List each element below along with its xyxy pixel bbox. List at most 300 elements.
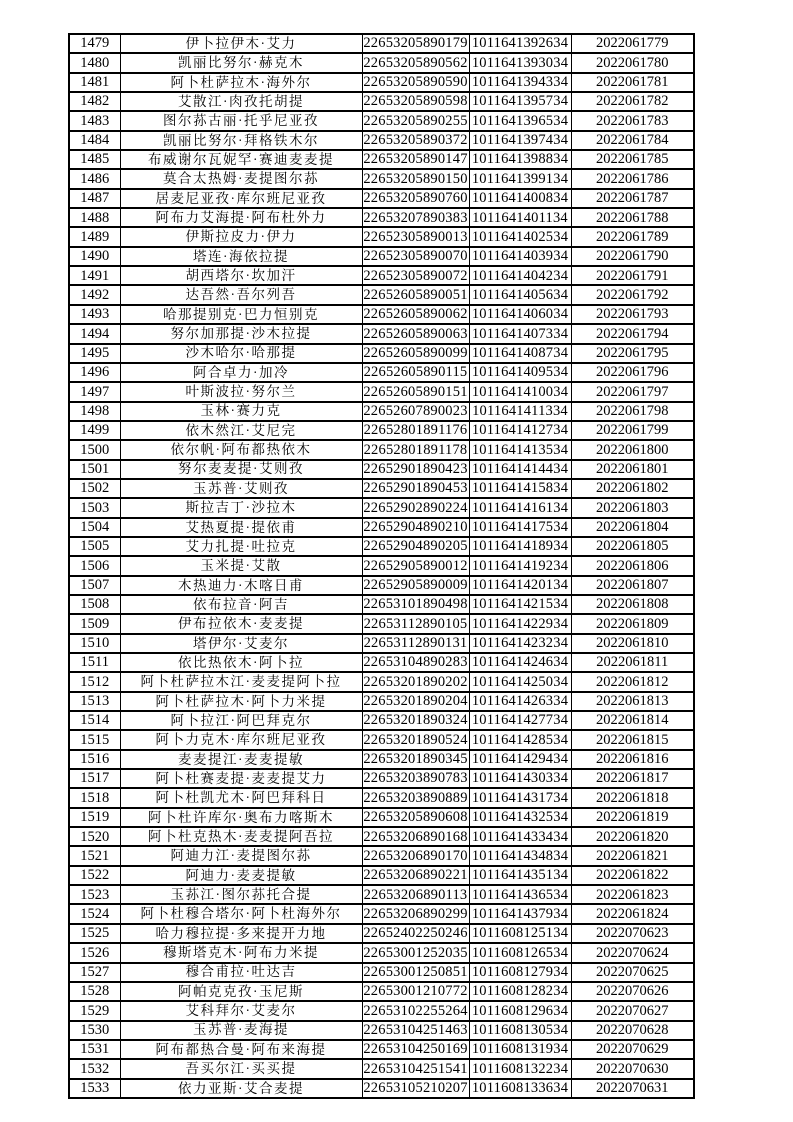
sequence-cell: 1507 xyxy=(69,576,120,595)
id-number-b-cell: 1011608131934 xyxy=(469,1040,571,1059)
id-number-a-cell: 22652605890063 xyxy=(363,325,468,342)
id-number-b-cell: 1011608129634 xyxy=(469,1001,571,1020)
table-row xyxy=(69,421,694,440)
id-number-b-cell: 1011641435134 xyxy=(469,866,571,885)
id-number-a-cell: 22652607890023 xyxy=(363,402,468,419)
sequence-cell: 1499 xyxy=(69,421,120,440)
code-cell: 2022061787 xyxy=(571,189,694,208)
code-cell: 2022061807 xyxy=(571,576,694,595)
code-cell: 2022061803 xyxy=(571,498,694,517)
id-number-a-cell: 22653104251463 xyxy=(363,1021,468,1038)
code-cell: 2022061816 xyxy=(571,750,694,769)
code-cell: 2022061780 xyxy=(571,53,694,72)
id-number-a-cell: 22652801891178 xyxy=(363,441,468,458)
sequence-cell: 1522 xyxy=(69,866,120,885)
id-number-b-cell: 1011608127934 xyxy=(469,963,571,982)
code-cell: 2022070627 xyxy=(571,1001,694,1020)
table-row xyxy=(69,576,694,595)
code-cell: 2022070631 xyxy=(571,1079,694,1098)
id-number-a-cell: 22653104250169 xyxy=(363,1041,468,1058)
code-cell: 2022061797 xyxy=(571,382,694,401)
code-cell: 2022061784 xyxy=(571,131,694,150)
id-number-b-cell: 1011641402534 xyxy=(469,227,571,246)
code-cell: 2022061818 xyxy=(571,788,694,807)
person-name-cell: 阿迪力·麦麦提敏 xyxy=(120,866,362,885)
code-cell: 2022061811 xyxy=(571,653,694,672)
person-name-cell: 吾买尔江·买买提 xyxy=(120,1059,362,1078)
id-number-a-cell: 22653205890598 xyxy=(363,93,468,110)
id-number-b-cell: 1011641393034 xyxy=(469,53,571,72)
person-name-cell: 伊斯拉皮力·伊力 xyxy=(120,227,362,246)
person-name-cell: 哈力穆拉提·多来提开力地 xyxy=(120,924,362,943)
person-name-cell: 努尔麦麦提·艾则孜 xyxy=(120,460,362,479)
sequence-cell: 1520 xyxy=(69,827,120,846)
id-number-a-cell: 22653205890179 xyxy=(363,35,468,52)
id-number-a-cell: 22652905890009 xyxy=(363,577,468,594)
id-number-a-cell: 22653112890131 xyxy=(363,635,468,652)
table-row xyxy=(69,692,694,711)
sequence-cell: 1493 xyxy=(69,305,120,324)
sequence-cell: 1504 xyxy=(69,518,120,537)
person-name-cell: 玉荪江·图尔荪托合提 xyxy=(120,885,362,904)
code-cell: 2022061821 xyxy=(571,846,694,865)
sequence-cell: 1518 xyxy=(69,788,120,807)
id-number-b-cell: 1011641417534 xyxy=(469,518,571,537)
table-row xyxy=(69,924,694,943)
id-number-a-cell: 22652305890013 xyxy=(363,228,468,245)
table-row xyxy=(69,556,694,575)
id-number-a-cell: 22653206890299 xyxy=(363,905,468,922)
code-cell: 2022061782 xyxy=(571,92,694,111)
id-number-b-cell: 1011608126534 xyxy=(469,943,571,962)
table-row xyxy=(69,498,694,517)
table-row xyxy=(69,189,694,208)
sequence-cell: 1530 xyxy=(69,1021,120,1040)
sequence-cell: 1500 xyxy=(69,440,120,459)
person-name-cell: 依木然江·艾尼完 xyxy=(120,421,362,440)
sequence-cell: 1512 xyxy=(69,672,120,691)
id-number-a-cell: 22653201890202 xyxy=(363,673,468,690)
id-number-a-cell: 22653201890204 xyxy=(363,693,468,710)
table-row xyxy=(69,1021,694,1040)
id-number-b-cell: 1011641434834 xyxy=(469,846,571,865)
person-name-cell: 艾散江·肉孜托胡提 xyxy=(120,92,362,111)
sequence-cell: 1526 xyxy=(69,943,120,962)
id-number-b-cell: 1011641399134 xyxy=(469,169,571,188)
person-name-cell: 阿合卓力·加冷 xyxy=(120,363,362,382)
id-number-a-cell: 22653206890168 xyxy=(363,828,468,845)
id-number-a-cell: 22652605890099 xyxy=(363,344,468,361)
person-name-cell: 阿卜杜赛麦提·麦麦提艾力 xyxy=(120,769,362,788)
table-row xyxy=(69,1001,694,1020)
code-cell: 2022061800 xyxy=(571,440,694,459)
table-row xyxy=(69,324,694,343)
id-number-b-cell: 1011641407334 xyxy=(469,324,571,343)
id-number-a-cell: 22652605890115 xyxy=(363,364,468,381)
sequence-cell: 1497 xyxy=(69,382,120,401)
id-number-a-cell: 22652901890453 xyxy=(363,480,468,497)
id-number-a-cell: 22653203890889 xyxy=(363,789,468,806)
code-cell: 2022061805 xyxy=(571,537,694,556)
code-cell: 2022061792 xyxy=(571,285,694,304)
id-number-b-cell: 1011641418934 xyxy=(469,537,571,556)
table-row xyxy=(69,788,694,807)
person-name-cell: 艾力扎提·吐拉克 xyxy=(120,537,362,556)
person-name-cell: 斯拉吉丁·沙拉木 xyxy=(120,498,362,517)
table-row xyxy=(69,227,694,246)
id-number-b-cell: 1011641432534 xyxy=(469,808,571,827)
id-number-b-cell: 1011641397434 xyxy=(469,131,571,150)
table-row xyxy=(69,672,694,691)
id-number-a-cell: 22653105210207 xyxy=(363,1080,468,1097)
id-number-b-cell: 1011641437934 xyxy=(469,904,571,923)
sequence-cell: 1483 xyxy=(69,111,120,130)
table-row xyxy=(69,904,694,923)
id-number-b-cell: 1011641414434 xyxy=(469,460,571,479)
id-number-b-cell: 1011608125134 xyxy=(469,924,571,943)
code-cell: 2022061802 xyxy=(571,479,694,498)
table-row xyxy=(69,730,694,749)
code-cell: 2022061798 xyxy=(571,402,694,421)
sequence-cell: 1485 xyxy=(69,150,120,169)
table-row xyxy=(69,808,694,827)
table-row xyxy=(69,518,694,537)
id-number-a-cell: 22652904890210 xyxy=(363,519,468,536)
sequence-cell: 1488 xyxy=(69,208,120,227)
code-cell: 2022061822 xyxy=(571,866,694,885)
id-number-b-cell: 1011608128234 xyxy=(469,982,571,1001)
id-number-a-cell: 22653102255264 xyxy=(363,1002,468,1019)
id-number-b-cell: 1011641395734 xyxy=(469,92,571,111)
person-name-cell: 凯丽比努尔·拜格铁木尔 xyxy=(120,131,362,150)
code-cell: 2022061794 xyxy=(571,324,694,343)
id-number-b-cell: 1011641425034 xyxy=(469,672,571,691)
table-row xyxy=(69,885,694,904)
table-row xyxy=(69,266,694,285)
sequence-cell: 1515 xyxy=(69,730,120,749)
sequence-cell: 1482 xyxy=(69,92,120,111)
code-cell: 2022061799 xyxy=(571,421,694,440)
code-cell: 2022061793 xyxy=(571,305,694,324)
person-name-cell: 依尔帆·阿布都热依木 xyxy=(120,440,362,459)
id-number-b-cell: 1011608130534 xyxy=(469,1021,571,1040)
id-number-a-cell: 22653207890383 xyxy=(363,209,468,226)
id-number-a-cell: 22653001250851 xyxy=(363,963,468,980)
id-number-b-cell: 1011641413534 xyxy=(469,440,571,459)
sequence-cell: 1503 xyxy=(69,498,120,517)
code-cell: 2022070630 xyxy=(571,1059,694,1078)
table-row xyxy=(69,711,694,730)
sequence-cell: 1528 xyxy=(69,982,120,1001)
table-row xyxy=(69,653,694,672)
code-cell: 2022061824 xyxy=(571,904,694,923)
id-number-a-cell: 22653205890255 xyxy=(363,112,468,129)
person-name-cell: 塔连·海依拉提 xyxy=(120,247,362,266)
person-name-cell: 阿卜杜萨拉木江·麦麦提阿卜拉 xyxy=(120,672,362,691)
id-number-b-cell: 1011641409534 xyxy=(469,363,571,382)
sequence-cell: 1533 xyxy=(69,1079,120,1098)
person-name-cell: 达吾然·吾尔列吾 xyxy=(120,285,362,304)
id-number-a-cell: 22653101890498 xyxy=(363,596,468,613)
person-name-cell: 阿卜杜克热木·麦麦提阿吾拉 xyxy=(120,827,362,846)
code-cell: 2022061789 xyxy=(571,227,694,246)
id-number-a-cell: 22653201890324 xyxy=(363,712,468,729)
id-number-a-cell: 22653104890283 xyxy=(363,654,468,671)
person-name-cell: 阿布都热合曼·阿布来海提 xyxy=(120,1040,362,1059)
code-cell: 2022061788 xyxy=(571,208,694,227)
table-row xyxy=(69,827,694,846)
id-number-b-cell: 1011608132234 xyxy=(469,1059,571,1078)
person-name-cell: 胡西塔尔·坎加汗 xyxy=(120,266,362,285)
sequence-cell: 1514 xyxy=(69,711,120,730)
id-number-b-cell: 1011641420134 xyxy=(469,576,571,595)
table-row xyxy=(69,285,694,304)
sequence-cell: 1508 xyxy=(69,595,120,614)
table-row xyxy=(69,595,694,614)
person-name-cell: 阿卜杜穆合塔尔·阿卜杜海外尔 xyxy=(120,904,362,923)
id-number-b-cell: 1011641424634 xyxy=(469,653,571,672)
person-name-cell: 穆斯塔克木·阿布力米提 xyxy=(120,943,362,962)
sequence-cell: 1521 xyxy=(69,846,120,865)
person-name-cell: 凯丽比努尔·赫克木 xyxy=(120,53,362,72)
person-name-cell: 玉米提·艾散 xyxy=(120,556,362,575)
id-number-b-cell: 1011641396534 xyxy=(469,111,571,130)
sequence-cell: 1505 xyxy=(69,537,120,556)
sequence-cell: 1487 xyxy=(69,189,120,208)
person-name-cell: 阿卜杜许库尔·奥布力喀斯木 xyxy=(120,808,362,827)
sequence-cell: 1481 xyxy=(69,73,120,92)
sequence-cell: 1513 xyxy=(69,692,120,711)
sequence-cell: 1532 xyxy=(69,1059,120,1078)
person-name-cell: 塔伊尔·艾麦尔 xyxy=(120,634,362,653)
sequence-cell: 1495 xyxy=(69,344,120,363)
person-name-cell: 玉林·赛力克 xyxy=(120,402,362,421)
person-name-cell: 阿卜杜凯尤木·阿巴拜科日 xyxy=(120,788,362,807)
sequence-cell: 1490 xyxy=(69,247,120,266)
person-name-cell: 布威谢尔瓦妮罕·赛迪麦麦提 xyxy=(120,150,362,169)
table-row xyxy=(69,402,694,421)
code-cell: 2022061808 xyxy=(571,595,694,614)
id-number-b-cell: 1011641403934 xyxy=(469,247,571,266)
id-number-b-cell: 1011641398834 xyxy=(469,150,571,169)
code-cell: 2022061783 xyxy=(571,111,694,130)
code-cell: 2022061801 xyxy=(571,460,694,479)
id-number-b-cell: 1011641436534 xyxy=(469,885,571,904)
sequence-cell: 1511 xyxy=(69,653,120,672)
person-name-cell: 阿卜力克木·库尔班尼亚孜 xyxy=(120,730,362,749)
id-number-a-cell: 22652605890051 xyxy=(363,286,468,303)
id-number-b-cell: 1011641405634 xyxy=(469,285,571,304)
id-number-a-cell: 22652305890070 xyxy=(363,248,468,265)
person-name-cell: 阿布力艾海提·阿布杜外力 xyxy=(120,208,362,227)
table-row xyxy=(69,614,694,633)
table-row xyxy=(69,344,694,363)
person-name-cell: 叶斯波拉·努尔兰 xyxy=(120,382,362,401)
person-name-cell: 玉苏普·艾则孜 xyxy=(120,479,362,498)
table-row xyxy=(69,111,694,130)
code-cell: 2022061806 xyxy=(571,556,694,575)
sequence-cell: 1484 xyxy=(69,131,120,150)
sequence-cell: 1492 xyxy=(69,285,120,304)
sequence-cell: 1516 xyxy=(69,750,120,769)
table-row xyxy=(69,866,694,885)
person-name-cell: 木热迪力·木喀日甫 xyxy=(120,576,362,595)
id-number-a-cell: 22653001210772 xyxy=(363,983,468,1000)
id-number-a-cell: 22652605890151 xyxy=(363,383,468,400)
id-number-a-cell: 22653206890113 xyxy=(363,886,468,903)
sequence-cell: 1480 xyxy=(69,53,120,72)
sequence-cell: 1529 xyxy=(69,1001,120,1020)
code-cell: 2022061791 xyxy=(571,266,694,285)
sequence-cell: 1527 xyxy=(69,963,120,982)
person-name-cell: 伊布拉依木·麦麦提 xyxy=(120,614,362,633)
table-row xyxy=(69,150,694,169)
id-number-a-cell: 22653205890608 xyxy=(363,809,468,826)
sequence-cell: 1519 xyxy=(69,808,120,827)
id-number-a-cell: 22653205890562 xyxy=(363,54,468,71)
id-number-b-cell: 1011641423234 xyxy=(469,634,571,653)
id-number-a-cell: 22653206890221 xyxy=(363,867,468,884)
code-cell: 2022061812 xyxy=(571,672,694,691)
code-cell: 2022061813 xyxy=(571,692,694,711)
id-number-b-cell: 1011641430334 xyxy=(469,769,571,788)
id-number-b-cell: 1011641429434 xyxy=(469,750,571,769)
table-row xyxy=(69,363,694,382)
id-number-a-cell: 22653112890105 xyxy=(363,615,468,632)
id-number-a-cell: 22653205890590 xyxy=(363,74,468,91)
table-row xyxy=(69,208,694,227)
id-number-b-cell: 1011641416134 xyxy=(469,498,571,517)
table-row xyxy=(69,769,694,788)
id-number-a-cell: 22652402250246 xyxy=(363,925,468,942)
code-cell: 2022061817 xyxy=(571,769,694,788)
sequence-cell: 1479 xyxy=(69,34,120,53)
person-name-cell: 依比热依木·阿卜拉 xyxy=(120,653,362,672)
id-number-b-cell: 1011641426334 xyxy=(469,692,571,711)
records-table-body xyxy=(69,34,694,1098)
code-cell: 2022061790 xyxy=(571,247,694,266)
sequence-cell: 1496 xyxy=(69,363,120,382)
table-row xyxy=(69,247,694,266)
table-row xyxy=(69,305,694,324)
person-name-cell: 莫合太热姆·麦提图尔荪 xyxy=(120,169,362,188)
code-cell: 2022061785 xyxy=(571,150,694,169)
id-number-b-cell: 1011641428534 xyxy=(469,730,571,749)
code-cell: 2022061814 xyxy=(571,711,694,730)
id-number-b-cell: 1011608133634 xyxy=(469,1079,571,1098)
person-name-cell: 沙木哈尔·哈那提 xyxy=(120,344,362,363)
person-name-cell: 阿卜杜萨拉木·海外尔 xyxy=(120,73,362,92)
id-number-b-cell: 1011641404234 xyxy=(469,266,571,285)
table-row xyxy=(69,846,694,865)
table-row xyxy=(69,1040,694,1059)
id-number-a-cell: 22653205890150 xyxy=(363,170,468,187)
table-row xyxy=(69,460,694,479)
sequence-cell: 1517 xyxy=(69,769,120,788)
sequence-cell: 1502 xyxy=(69,479,120,498)
sequence-cell: 1523 xyxy=(69,885,120,904)
id-number-a-cell: 22652902890224 xyxy=(363,499,468,516)
person-name-cell: 伊卜拉伊木·艾力 xyxy=(120,34,362,53)
id-number-b-cell: 1011641427734 xyxy=(469,711,571,730)
table-row xyxy=(69,92,694,111)
table-row xyxy=(69,634,694,653)
id-number-a-cell: 22652904890205 xyxy=(363,538,468,555)
table-row xyxy=(69,943,694,962)
id-number-b-cell: 1011641419234 xyxy=(469,556,571,575)
table-row xyxy=(69,34,694,53)
sequence-cell: 1486 xyxy=(69,169,120,188)
id-number-b-cell: 1011641392634 xyxy=(469,34,571,53)
records-table xyxy=(68,33,695,1099)
sequence-cell: 1491 xyxy=(69,266,120,285)
code-cell: 2022070628 xyxy=(571,1021,694,1040)
person-name-cell: 阿帕克克孜·玉尼斯 xyxy=(120,982,362,1001)
sequence-cell: 1498 xyxy=(69,402,120,421)
id-number-b-cell: 1011641400834 xyxy=(469,189,571,208)
code-cell: 2022070623 xyxy=(571,924,694,943)
person-name-cell: 穆合甫拉·吐达吉 xyxy=(120,963,362,982)
sequence-cell: 1501 xyxy=(69,460,120,479)
person-name-cell: 阿卜拉江·阿巴拜克尔 xyxy=(120,711,362,730)
id-number-a-cell: 22653203890783 xyxy=(363,770,468,787)
table-row xyxy=(69,963,694,982)
code-cell: 2022070629 xyxy=(571,1040,694,1059)
table-row xyxy=(69,169,694,188)
code-cell: 2022061779 xyxy=(571,34,694,53)
table-row xyxy=(69,982,694,1001)
table-row xyxy=(69,73,694,92)
sequence-cell: 1489 xyxy=(69,227,120,246)
person-name-cell: 艾热夏提·提依甫 xyxy=(120,518,362,537)
person-name-cell: 依力亚斯·艾合麦提 xyxy=(120,1079,362,1098)
id-number-b-cell: 1011641411334 xyxy=(469,402,571,421)
id-number-b-cell: 1011641433434 xyxy=(469,827,571,846)
sequence-cell: 1531 xyxy=(69,1040,120,1059)
table-row xyxy=(69,1059,694,1078)
id-number-a-cell: 22652305890072 xyxy=(363,267,468,284)
id-number-a-cell: 22652801891176 xyxy=(363,422,468,439)
code-cell: 2022061781 xyxy=(571,73,694,92)
sequence-cell: 1524 xyxy=(69,904,120,923)
id-number-a-cell: 22653205890760 xyxy=(363,190,468,207)
id-number-a-cell: 22653206890170 xyxy=(363,847,468,864)
id-number-b-cell: 1011641406034 xyxy=(469,305,571,324)
table-row xyxy=(69,440,694,459)
id-number-a-cell: 22653201890524 xyxy=(363,731,468,748)
id-number-b-cell: 1011641401134 xyxy=(469,208,571,227)
id-number-a-cell: 22653205890372 xyxy=(363,132,468,149)
id-number-b-cell: 1011641431734 xyxy=(469,788,571,807)
sequence-cell: 1525 xyxy=(69,924,120,943)
table-row xyxy=(69,53,694,72)
code-cell: 2022061823 xyxy=(571,885,694,904)
table-row xyxy=(69,479,694,498)
id-number-a-cell: 22652605890062 xyxy=(363,306,468,323)
person-name-cell: 依布拉音·阿吉 xyxy=(120,595,362,614)
code-cell: 2022070626 xyxy=(571,982,694,1001)
id-number-b-cell: 1011641422934 xyxy=(469,614,571,633)
id-number-b-cell: 1011641410034 xyxy=(469,382,571,401)
sequence-cell: 1506 xyxy=(69,556,120,575)
table-row xyxy=(69,1079,694,1098)
id-number-b-cell: 1011641394334 xyxy=(469,73,571,92)
id-number-a-cell: 22653205890147 xyxy=(363,151,468,168)
id-number-b-cell: 1011641415834 xyxy=(469,479,571,498)
person-name-cell: 艾科拜尔·艾麦尔 xyxy=(120,1001,362,1020)
code-cell: 2022061795 xyxy=(571,344,694,363)
code-cell: 2022061810 xyxy=(571,634,694,653)
